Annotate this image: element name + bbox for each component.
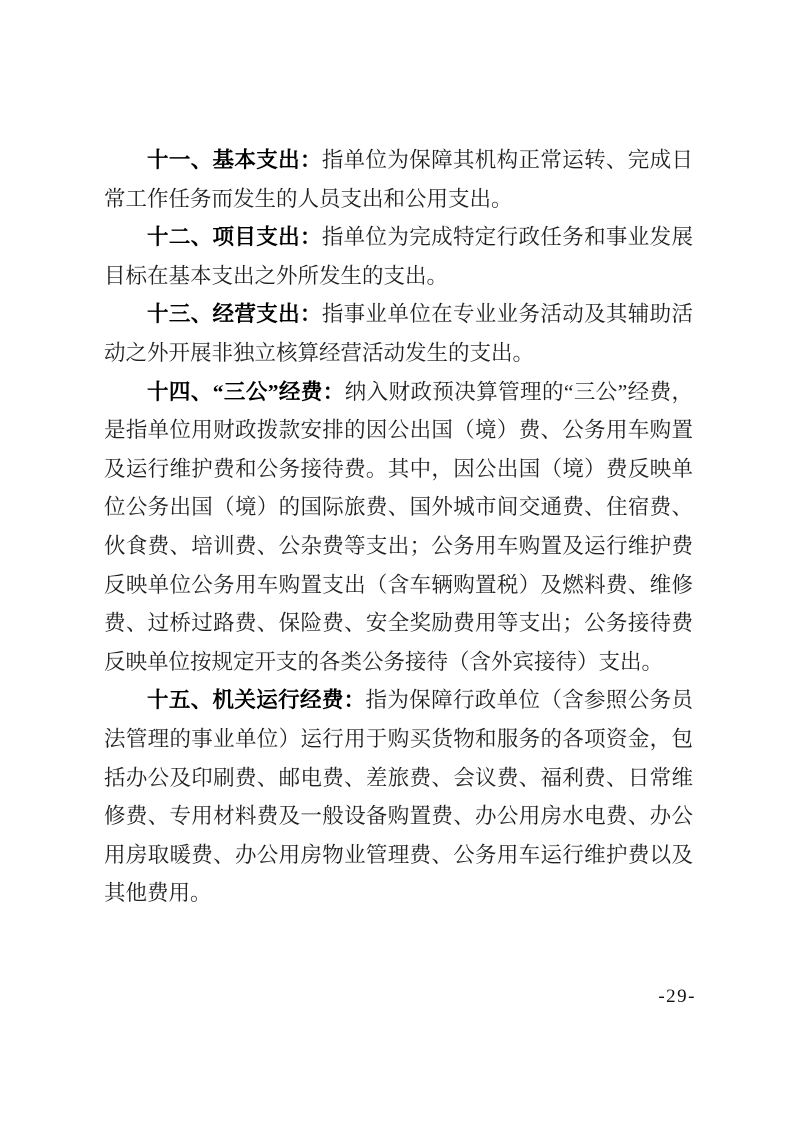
paragraph-body: 纳入财政预决算管理的“三公”经费，是指单位用财政拨款安排的因公出国（境）费、公务用车购置及运行维护费和公务接待费。其中，因公出国（境）费反映单位公务出国（境）的国际旅费、国外城市间交通费、住宿费、伙食费、培训费、公杂费等支出；公务用车购置及运行维护费反映单位公务用车购置支出（含车辆购置税）及燃料费、维修费、过桥过路费、保险费、安全奖励费用等支出；公务接待费反映单位按规定开支的各类公务接待（含外宾接待）支出。: [104, 379, 693, 674]
paragraph-heading: 十四、“三公”经费：: [147, 379, 345, 404]
page-number: -29-: [658, 986, 696, 1007]
paragraph-heading: 十一、基本支出：: [147, 148, 322, 172]
paragraph-body: 指单位为保障其机构正常运转、完成日常工作任务而发生的人员支出和公用支出。: [104, 148, 693, 211]
paragraph-body: 指单位为完成特定行政任务和事业发展目标在基本支出之外所发生的支出。: [104, 225, 693, 288]
paragraph: [104, 681, 693, 913]
paragraph: [104, 141, 693, 218]
paragraph-body: 指事业单位在专业业务活动及其辅助活动之外开展非独立核算经营活动发生的支出。: [104, 302, 693, 365]
paragraph-heading: 十二、项目支出：: [147, 225, 322, 250]
paragraph-heading: 十三、经营支出：: [147, 302, 322, 327]
paragraph: [104, 295, 693, 372]
paragraph-heading: 十五、机关运行经费：: [147, 688, 366, 713]
paragraph: [104, 373, 693, 682]
paragraph-body: 指为保障行政单位（含参照公务员法管理的事业单位）运行用于购买货物和服务的各项资金，包括办公及印刷费、邮电费、差旅费、会议费、福利费、日常维修费、专用材料费及一般设备购置费、办公用房水电费、办公用房取暖费、办公用房物业管理费、公务用车运行维护费以及其他费用。: [104, 688, 693, 906]
paragraph: [104, 218, 693, 295]
document-body: [104, 141, 693, 913]
